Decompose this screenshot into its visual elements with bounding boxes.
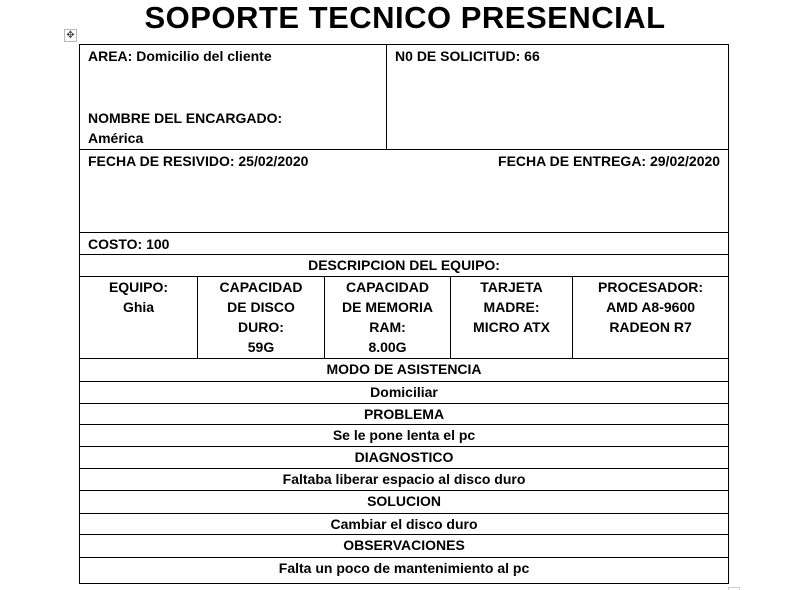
spec-line: RADEON R7 <box>609 319 692 335</box>
spec-disco <box>198 277 325 359</box>
costo-row <box>80 233 729 255</box>
spec-memoria <box>325 277 451 359</box>
observaciones-header-row <box>80 535 729 558</box>
descripcion-row <box>80 255 729 277</box>
observaciones-value: Falta un poco de mantenimiento al pc <box>80 558 729 584</box>
solicitud-value: 66 <box>524 48 540 64</box>
costo-value: 100 <box>146 235 170 252</box>
observaciones-value-row <box>80 558 729 584</box>
modo-asistencia-value: Domiciliar <box>80 382 729 404</box>
dates-row <box>80 150 729 233</box>
area-value: Domicilio del cliente <box>136 48 272 64</box>
descripcion-header: DESCRIPCION DEL EQUIPO: <box>80 255 729 277</box>
spec-tarjeta <box>451 277 573 359</box>
encargado-value: América <box>88 130 144 146</box>
modo-value-row <box>80 382 729 404</box>
solicitud-label: N0 DE SOLICITUD: <box>395 48 521 64</box>
spec-line: DURO: <box>238 319 284 335</box>
costo-label: COSTO: <box>88 235 143 252</box>
spec-line: MADRE: <box>483 299 540 315</box>
solucion-header: SOLUCION <box>80 491 729 514</box>
dates-cell <box>80 150 729 233</box>
spec-line: CAPACIDAD <box>346 279 429 295</box>
spec-line: 59G <box>247 339 275 355</box>
diagnostico-value: Faltaba liberar espacio al disco duro <box>80 469 729 491</box>
spec-line: EQUIPO: <box>108 279 169 295</box>
area-cell <box>80 45 387 150</box>
spec-line: PROCESADOR: <box>598 279 704 295</box>
spec-line: AMD A8-9600 <box>606 299 696 315</box>
modo-header-row <box>80 359 729 382</box>
problema-value: Se le pone lenta el pc <box>80 425 729 447</box>
problema-value-row <box>80 425 729 447</box>
header-info-row <box>80 45 729 150</box>
support-form-table <box>79 44 729 584</box>
spec-equipo <box>80 277 198 359</box>
solicitud-cell <box>387 45 729 150</box>
spec-line: RAM: <box>369 319 406 335</box>
observaciones-header: OBSERVACIONES <box>80 535 729 558</box>
fecha-entrega-value: 29/02/2020 <box>649 153 721 169</box>
specs-row <box>80 277 729 359</box>
costo-cell <box>80 233 729 255</box>
spec-line: DE DISCO <box>227 299 295 315</box>
diagnostico-header: DIAGNOSTICO <box>80 447 729 469</box>
area-label: AREA: <box>88 48 133 64</box>
diagnostico-header-row <box>80 447 729 469</box>
table-move-handle-icon[interactable]: ✥ <box>64 29 77 42</box>
spec-line: DE MEMORIA <box>342 299 434 315</box>
spec-line: MICRO ATX <box>473 319 551 335</box>
page-title: SOPORTE TECNICO PRESENCIAL <box>144 0 666 35</box>
spec-line: CAPACIDAD <box>219 279 303 295</box>
spec-line: Ghia <box>122 299 155 315</box>
fecha-entrega-label: FECHA DE ENTREGA: <box>498 153 647 169</box>
encargado-label: NOMBRE DEL ENCARGADO: <box>88 110 283 126</box>
problema-header: PROBLEMA <box>80 404 729 425</box>
solucion-value-row <box>80 514 729 535</box>
spec-line: 8.00G <box>368 339 407 355</box>
problema-header-row <box>80 404 729 425</box>
fecha-recibido-label: FECHA DE RESIVIDO: <box>88 153 235 169</box>
solucion-value: Cambiar el disco duro <box>80 514 729 535</box>
solucion-header-row <box>80 491 729 514</box>
modo-asistencia-header: MODO DE ASISTENCIA <box>80 359 729 382</box>
spec-line: TARJETA <box>480 279 543 295</box>
spec-procesador <box>573 277 729 359</box>
diagnostico-value-row <box>80 469 729 491</box>
fecha-recibido-value: 25/02/2020 <box>238 153 309 169</box>
